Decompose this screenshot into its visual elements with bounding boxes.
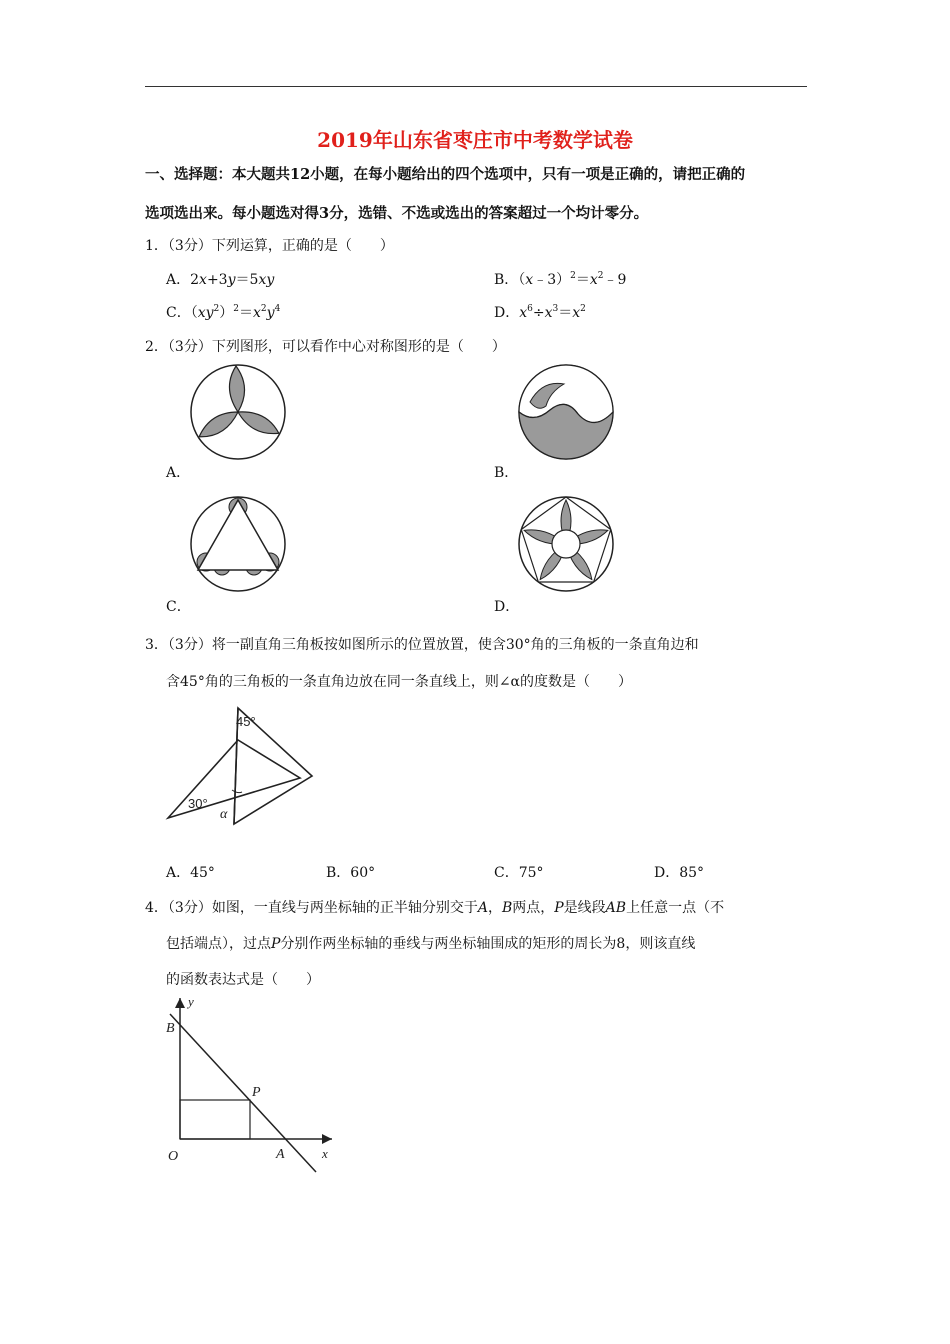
- q4-label-p: P: [252, 1085, 261, 1100]
- q2-figure-c: [188, 494, 288, 594]
- q3-option-c: C．75°: [494, 865, 544, 881]
- q1-option-b: B．$(x﹣3)^2=x^2﹣9$: [494, 271, 627, 288]
- q2-figure-b: [516, 362, 616, 462]
- header-rule: [145, 86, 807, 87]
- section-heading-line2: 选项选出来。每小题选对得3分，选错、不选或选出的答案超过一个均计零分。: [145, 205, 649, 222]
- q3-option-b: B．60°: [326, 865, 376, 881]
- q4-coordinate-figure: [160, 994, 340, 1179]
- q3-stem-line1: 3．（3分）将一副直角三角板按如图所示的位置放置，使含30°角的三角板的一条直角边和: [145, 637, 699, 653]
- q2-label-a: A．: [166, 465, 191, 481]
- q4-stem-line1: 4．（3分）如图，一直线与两坐标轴的正半轴分别交于A，B两点，P是线段AB上任意一点（不: [145, 900, 725, 916]
- q3-triangles-figure: [160, 700, 320, 830]
- q4-label-b: B: [166, 1021, 175, 1036]
- q2-label-b: B．: [494, 465, 519, 481]
- q4-label-o: O: [168, 1149, 179, 1164]
- q1-option-d: D．$x^6\div x^3=x^2$: [494, 304, 586, 321]
- q1-stem: 1．（3分）下列运算，正确的是（ ）: [145, 238, 394, 254]
- q3-label-alpha: α: [220, 807, 228, 822]
- q2-stem: 2．（3分）下列图形，可以看作中心对称图形的是（ ）: [145, 339, 506, 355]
- q4-label-a: A: [276, 1147, 285, 1162]
- q3-option-d: D．85°: [654, 865, 705, 881]
- q2-figure-d: [516, 494, 616, 594]
- q3-label-45: 45°: [236, 714, 256, 729]
- q3-label-30: 30°: [188, 796, 208, 811]
- q4-label-y: y: [188, 994, 194, 1009]
- page-title: 2019年山东省枣庄市中考数学试卷: [317, 128, 633, 152]
- q4-stem-line3: 的函数表达式是（ ）: [166, 972, 320, 988]
- q1-option-a: A．2x+3y＝5xy: [166, 272, 275, 288]
- q3-option-a: A．45°: [166, 865, 215, 881]
- q4-stem-line2: 包括端点），过点P分别作两坐标轴的垂线与两坐标轴围成的矩形的周长为8，则该直线: [166, 936, 696, 952]
- q4-label-x: x: [322, 1146, 328, 1161]
- q2-label-d: D．: [494, 599, 520, 615]
- q1-option-c: C．$(xy^2)^2=x^2y^4$: [166, 304, 281, 321]
- q2-label-c: C．: [166, 599, 191, 615]
- section-heading-line1: 一、选择题：本大题共12小题，在每小题给出的四个选项中，只有一项是正确的，请把正确的: [145, 166, 746, 183]
- q2-figure-a: [188, 362, 288, 462]
- q3-stem-line2: 含45°角的三角板的一条直角边放在同一条直线上，则∠α的度数是（ ）: [166, 674, 632, 690]
